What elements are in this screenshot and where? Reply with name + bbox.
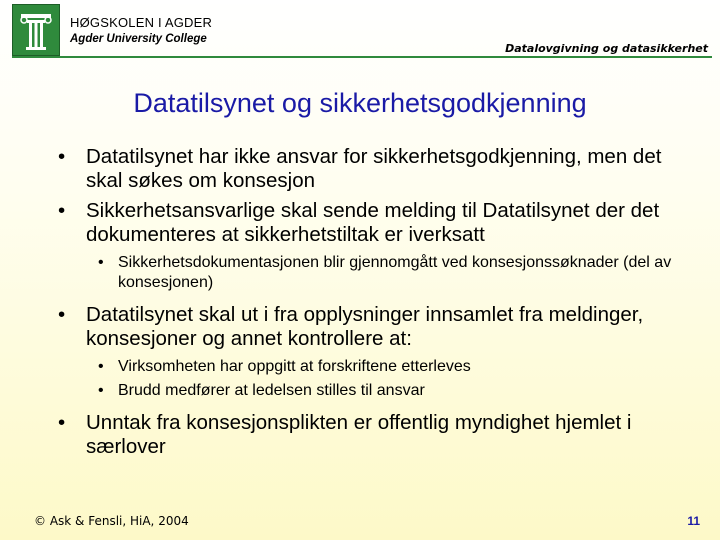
institution-english-name: Agder University College [70,33,207,45]
page-number: 11 [687,514,700,528]
bullet-3: • Datatilsynet skal ut i fra opplysninger innsamlet fra meldinger, konsesjoner og annet kontrollere at: [58,303,700,351]
column-logo-icon [12,4,60,56]
bullet-4: • Unntak fra konsesjonsplikten er offentlig myndighet hjemlet i særlover [58,411,700,459]
course-title: Datalovgivning og datasikkerhet [505,42,708,55]
slide-content [58,145,700,465]
bullet-3-sub-1: • Virksomheten har oppgitt at forskriftene etterleves [58,357,700,377]
footer-copyright: © Ask & Fensli, HiA, 2004 [34,514,189,528]
bullet-2: • Sikkerhetsansvarlige skal sende melding til Datatilsynet der det dokumenteres at sikkerhetstiltak er iverksatt [58,199,700,247]
bullet-2-sub-1: • Sikkerhetsdokumentasjonen blir gjennomgått ved konsesjonssøknader (del av konsesjonen) [58,253,700,293]
institution-name: HØGSKOLEN I AGDER [70,15,213,30]
slide-title: Datatilsynet og sikkerhetsgodkjenning [133,88,587,118]
bullet-3-sub-2: • Brudd medfører at ledelsen stilles til ansvar [58,381,700,401]
bullet-1: • Datatilsynet har ikke ansvar for sikkerhetsgodkjenning, men det skal søkes om konsesjon [58,145,700,193]
header-divider [12,56,712,58]
